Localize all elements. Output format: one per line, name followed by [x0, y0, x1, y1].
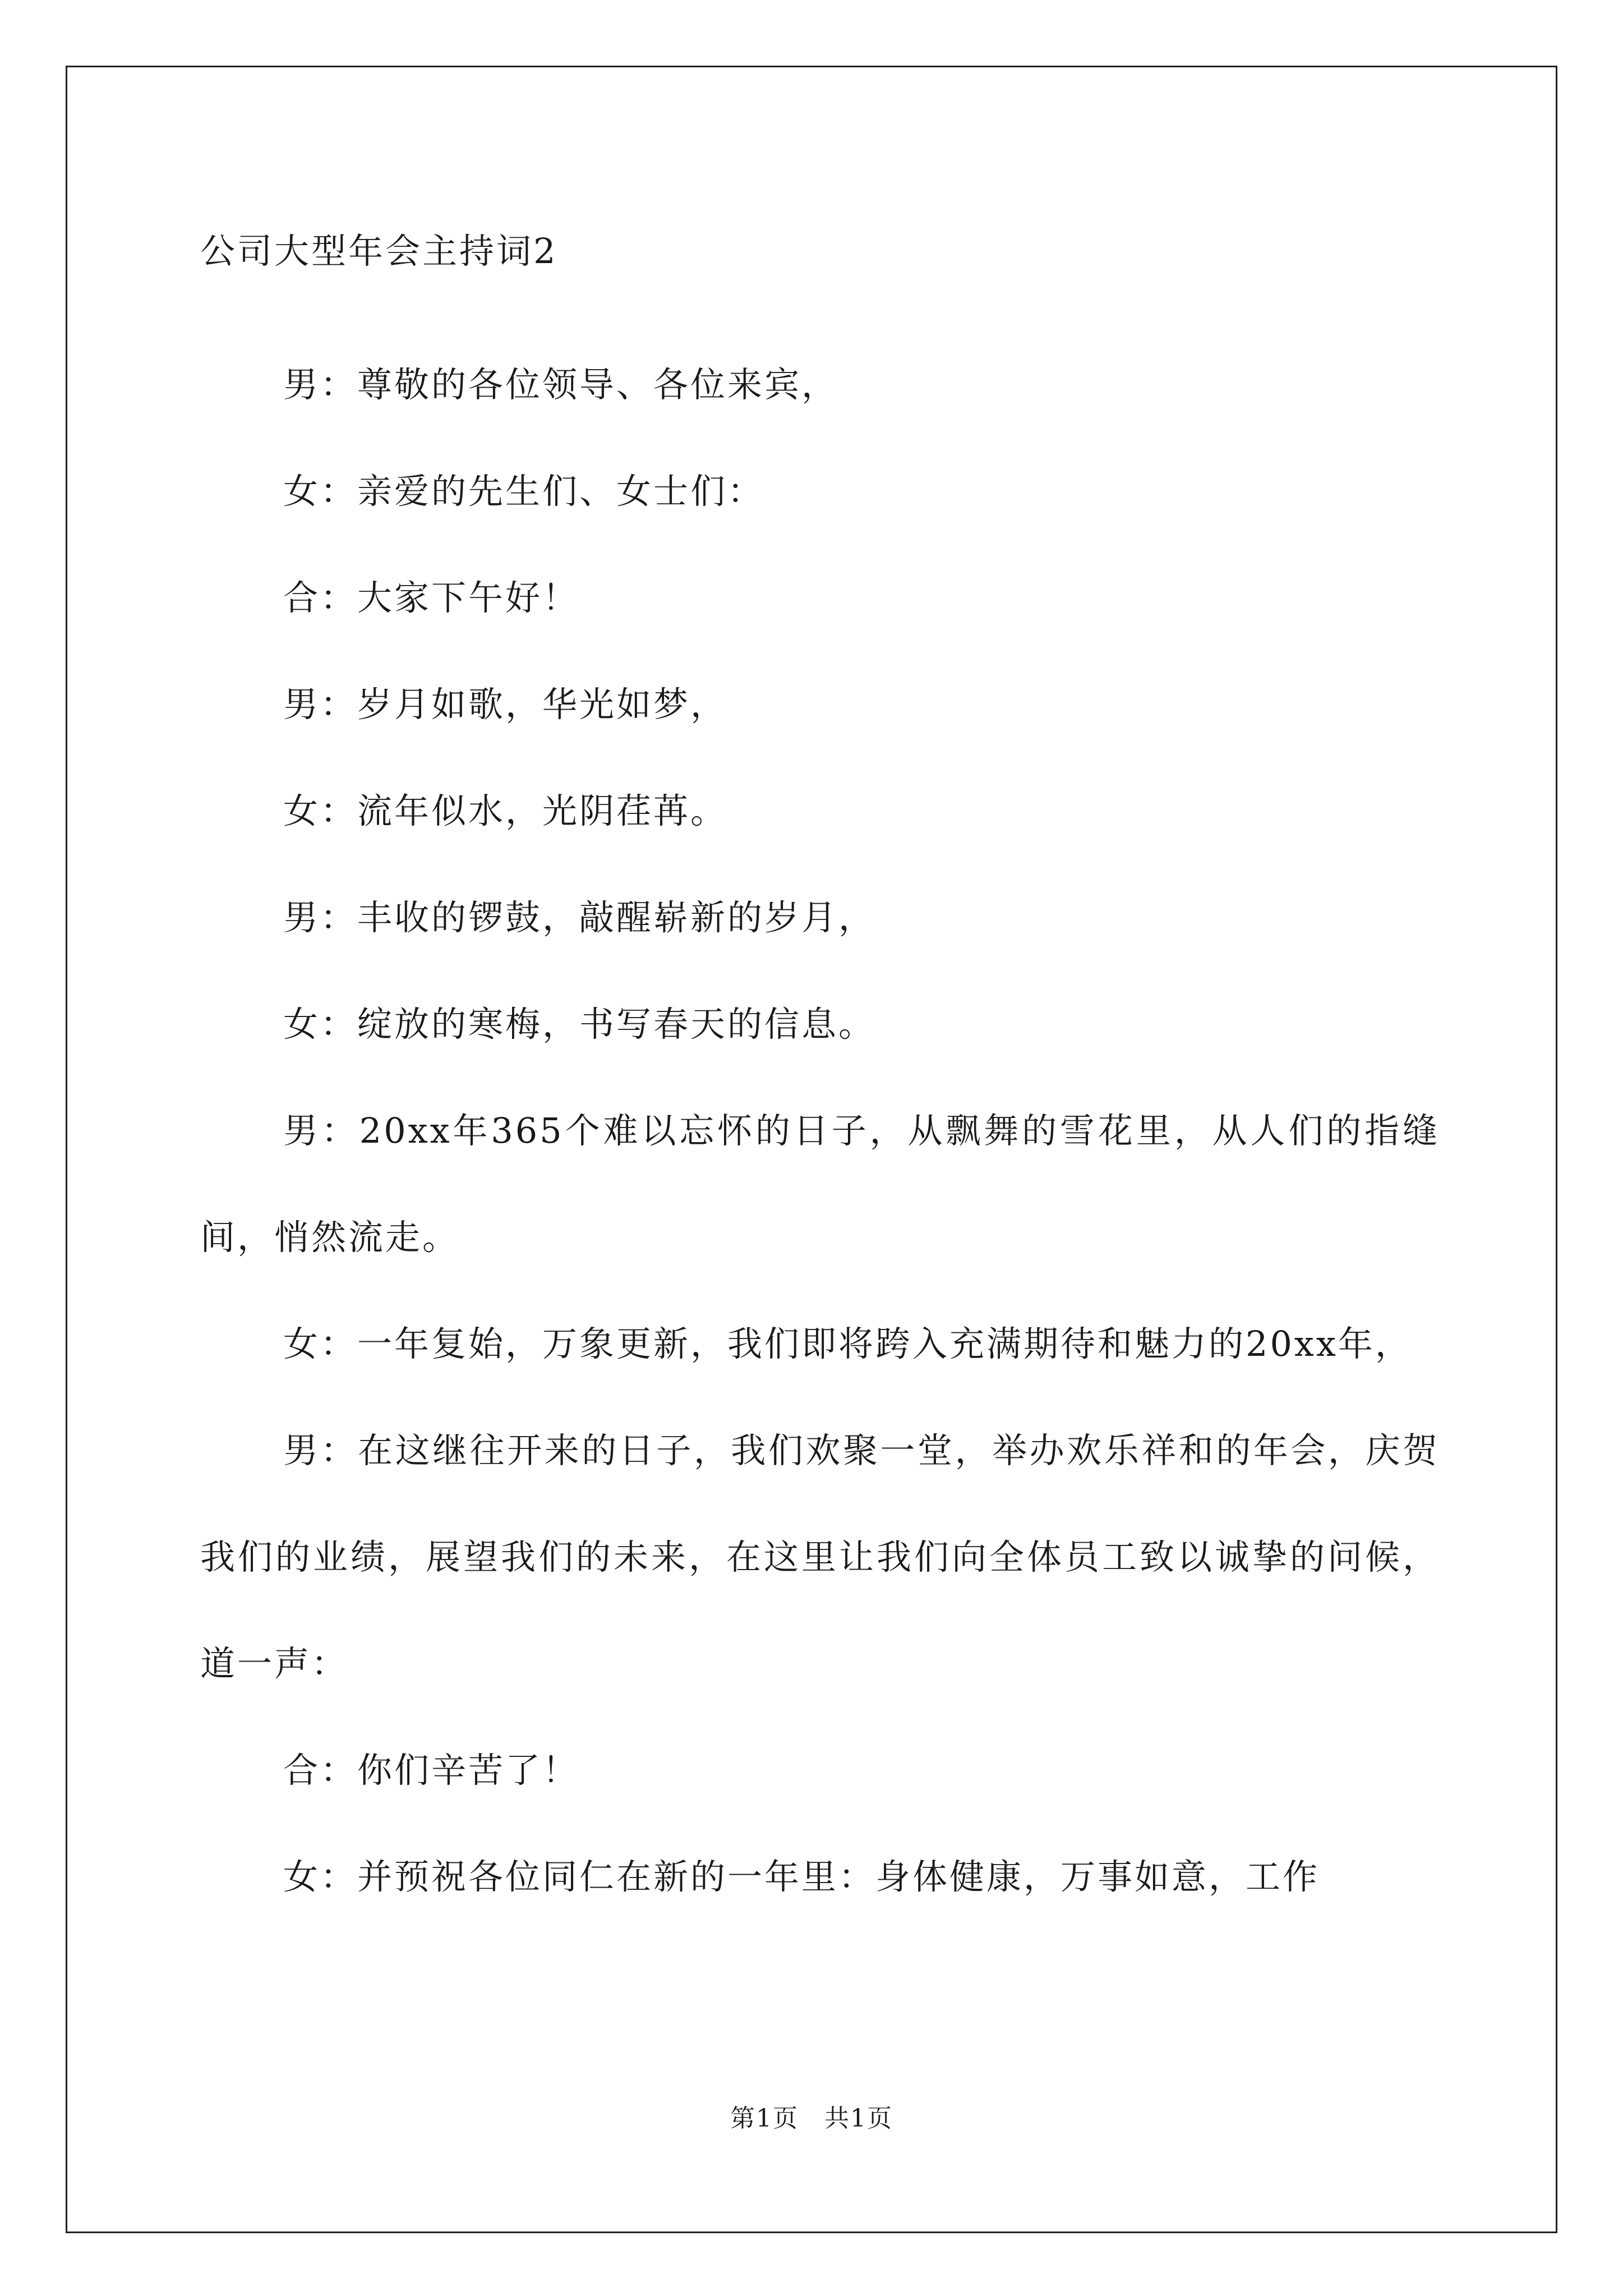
paragraph-2: 女：亲爱的先生们、女士们： [283, 471, 765, 512]
page-footer: 第1页 共1页 [730, 2104, 893, 2133]
paragraph-8: 男：20xx年365个难以忘怀的日子，从飘舞的雪花里，从人们的指缝间，悄然流走。 [200, 1110, 1440, 1258]
paragraph-7: 女：绽放的寒梅，书写春天的信息。 [283, 1004, 876, 1045]
paragraph-6: 男：丰收的锣鼓，敲醒崭新的岁月， [283, 897, 876, 938]
paragraph-12: 女：并预祝各位同仁在新的一年里：身体健康，万事如意，工作 [283, 1856, 1320, 1897]
paragraph-3: 合：大家下午好！ [283, 577, 580, 618]
paragraph-10: 男：在这继往开来的日子，我们欢聚一堂，举办欢乐祥和的年会，庆贺我们的业绩，展望我们的未来，在这里让我们向全体员工致以诚挚的问候，道一声： [200, 1430, 1440, 1684]
document-body [200, 224, 1440, 1930]
document-title: 公司大型年会主持词2 [200, 231, 558, 272]
paragraph-4: 男：岁月如歌，华光如梦， [283, 684, 728, 725]
paragraph-5: 女：流年似水，光阴荏苒。 [283, 790, 728, 831]
paragraph-9: 女：一年复始，万象更新，我们即将跨入充满期待和魅力的20xx年， [283, 1323, 1412, 1364]
paragraph-11: 合：你们辛苦了！ [283, 1750, 580, 1791]
paragraph-1: 男：尊敬的各位领导、各位来宾， [283, 364, 839, 405]
